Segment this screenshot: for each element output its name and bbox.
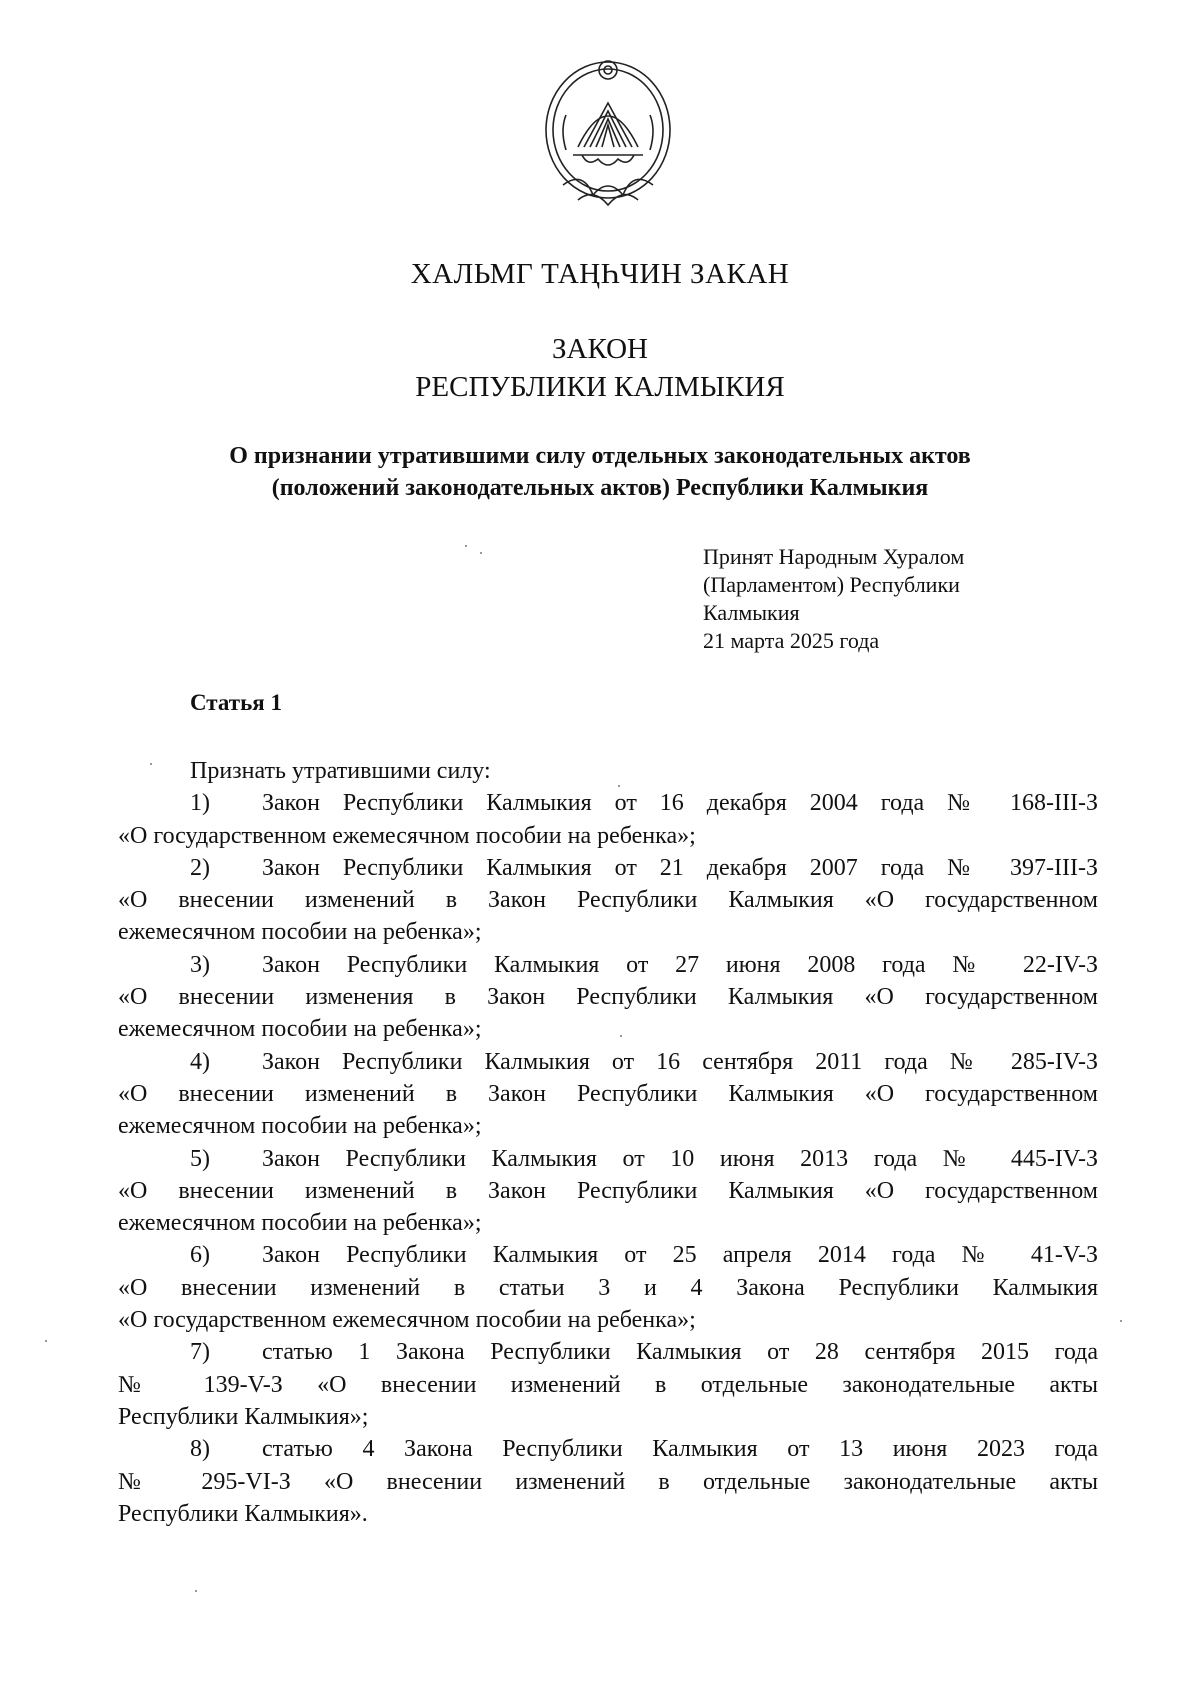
repealed-act-first-line [118,1336,1098,1368]
repealed-act-first-line [118,1239,1098,1271]
repealed-act-title: Закон Республики Калмыкия от 25 апреля 2014 года № 41-V-З [262,1242,1098,1269]
scan-speck [620,1035,622,1037]
adoption-date: 21 марта 2025 года [703,628,880,653]
repealed-act-ending: Республики Калмыкия»; [118,1403,369,1430]
repealed-act-item [118,1143,1098,1240]
repealed-act-item [118,787,1098,852]
kalmyk-law-title: ХАЛЬМГ ТАҢҺЧИН ЗАКАН [410,258,790,290]
repealed-act-continuation: «О внесении изменений в Закон Республики Калмыкия «О государственном [118,1177,1098,1204]
law-title-line-1: ЗАКОН [552,333,648,365]
repealed-act-first-line [118,949,1098,981]
law-subject-line-2: (положений законодательных актов) Республики Калмыкия [271,475,929,501]
item-number: 5) [190,1145,210,1172]
scan-speck [150,763,152,765]
item-number: 3) [190,951,210,978]
repealed-act-ending: «О государственном ежемесячном пособии на ребенка»; [118,1307,696,1334]
repealed-act-title: Закон Республики Калмыкия от 10 июня 2013 года № 445-IV-З [262,1145,1098,1172]
repealed-act-title: Закон Республики Калмыкия от 27 июня 2008 года № 22-IV-З [262,951,1098,978]
scan-speck [480,552,482,554]
repealed-act-title: Закон Республики Калмыкия от 21 декабря 2007 года № 397-III-З [262,854,1098,881]
repealed-act-title: Закон Республики Калмыкия от 16 сентября 2011 года № 285-IV-З [262,1048,1098,1075]
repealed-act-first-line [118,1433,1098,1465]
repealed-act-item [118,1336,1098,1433]
kalmykia-coat-of-arms-icon [538,55,678,215]
scan-speck [465,545,467,547]
repealed-act-continuation: «О внесении изменений в статьи 3 и 4 Закона Республики Калмыкия [118,1274,1098,1301]
repealed-act-item [118,1433,1098,1530]
item-number: 4) [190,1048,210,1075]
adoption-line-3: Калмыкия [703,600,800,625]
repealed-act-continuation: № 139-V-З «О внесении изменений в отдельные законодательные акты [118,1371,1098,1398]
item-number: 2) [190,854,210,881]
repealed-act-ending: ежемесячном пособии на ребенка»; [118,919,482,946]
adoption-note [703,543,1033,655]
repealed-act-first-line [118,787,1098,819]
repealed-act-ending: ежемесячном пособии на ребенка»; [118,1016,482,1043]
repealed-act-continuation: «О внесении изменений в Закон Республики Калмыкия «О государственном [118,1080,1098,1107]
repealed-act-item [118,949,1098,1046]
repealed-act-first-line [118,1046,1098,1078]
item-number: 8) [190,1436,210,1463]
repealed-act-first-line [118,852,1098,884]
repealed-act-item [118,1239,1098,1336]
article-body [118,755,1098,1530]
law-subject-line-1: О признании утратившими силу отдельных законодательных актов [229,443,971,469]
repealed-act-first-line [118,1143,1098,1175]
repealed-act-title: статью 1 Закона Республики Калмыкия от 28 сентября 2015 года [262,1339,1098,1366]
repealed-act-ending: ежемесячном пособии на ребенка»; [118,1210,482,1237]
repealed-act-continuation: № 295-VI-З «О внесении изменений в отдельные законодательные акты [118,1468,1098,1495]
repealed-act-item [118,1046,1098,1143]
repealed-act-continuation: «О внесении изменения в Закон Республики Калмыкия «О государственном [118,984,1098,1011]
adoption-line-1: Принят Народным Хуралом [703,544,965,569]
adoption-line-2: (Парламентом) Республики [703,572,960,597]
law-title-line-2: РЕСПУБЛИКИ КАЛМЫКИЯ [415,371,785,403]
repealed-act-continuation: «О внесении изменений в Закон Республики Калмыкия «О государственном [118,887,1098,914]
law-title [0,330,1200,406]
scan-speck [1120,1320,1122,1322]
article-title: Статья 1 [190,690,282,715]
article-intro: Признать утратившими силу: [190,758,491,784]
law-subject [0,440,1200,504]
scan-speck [45,1340,47,1342]
item-number: 1) [190,790,210,817]
repealed-act-title: статью 4 Закона Республики Калмыкия от 13 июня 2023 года [262,1436,1098,1463]
repealed-act-item [118,852,1098,949]
repealed-acts-list [118,787,1098,1530]
item-number: 6) [190,1242,210,1269]
scan-speck [618,785,620,787]
repealed-act-ending: Республики Калмыкия». [118,1500,368,1527]
repealed-act-ending: «О государственном ежемесячном пособии на ребенка»; [118,822,696,849]
item-number: 7) [190,1339,210,1366]
repealed-act-title: Закон Республики Калмыкия от 16 декабря 2004 года № 168-III-З [262,790,1098,817]
repealed-act-ending: ежемесячном пособии на ребенка»; [118,1113,482,1140]
scan-speck [195,1590,197,1592]
